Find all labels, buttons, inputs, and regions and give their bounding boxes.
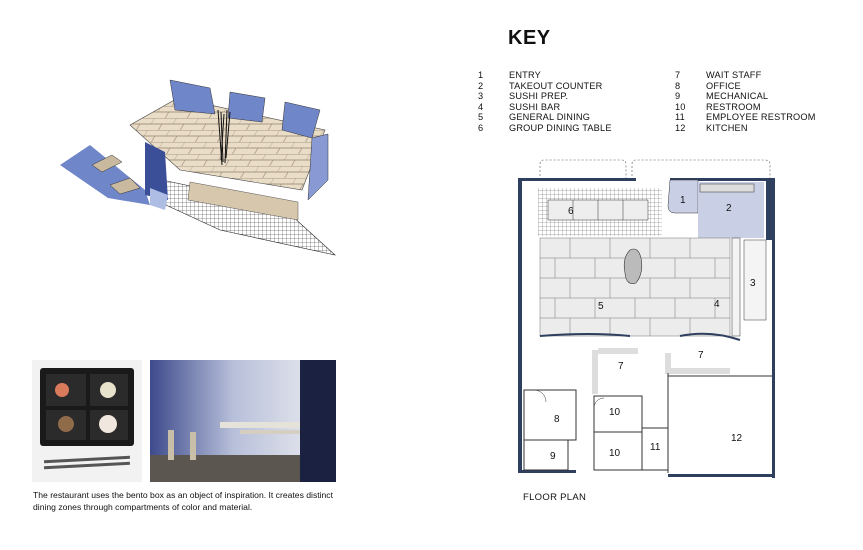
group-table bbox=[548, 200, 648, 220]
key-item bbox=[478, 81, 612, 92]
key-label: GENERAL DINING bbox=[509, 112, 591, 123]
key-item bbox=[675, 81, 816, 92]
takeout-counter bbox=[700, 184, 754, 192]
key-item bbox=[478, 70, 612, 81]
key-item bbox=[675, 112, 816, 123]
key-number: 10 bbox=[675, 101, 686, 112]
key-number: 12 bbox=[675, 122, 686, 133]
axon-grid-floor bbox=[155, 180, 335, 255]
office-room bbox=[524, 390, 576, 440]
key-item bbox=[478, 112, 612, 123]
key-number: 6 bbox=[478, 122, 484, 133]
key-left-column bbox=[478, 70, 612, 134]
key-number: 8 bbox=[675, 80, 681, 91]
room-label-sushi-bar: 4 bbox=[714, 299, 720, 310]
key-item bbox=[478, 123, 612, 134]
room-label-takeout: 2 bbox=[726, 203, 732, 214]
room-label-kitchen: 12 bbox=[731, 433, 743, 444]
key-label: GROUP DINING TABLE bbox=[509, 122, 612, 133]
key-number: 1 bbox=[478, 70, 484, 80]
key-label: TAKEOUT COUNTER bbox=[509, 80, 603, 91]
room-label-general-dining: 5 bbox=[598, 301, 604, 312]
exterior-wall-bottom bbox=[668, 474, 775, 477]
entry-canopy bbox=[540, 160, 626, 180]
key-label: ENTRY bbox=[509, 70, 541, 80]
stone-sculpture bbox=[624, 249, 642, 284]
key-number: 3 bbox=[478, 91, 484, 102]
key-label: WAIT STAFF bbox=[706, 70, 762, 80]
exterior-wall-top bbox=[518, 178, 636, 181]
mechanical-room bbox=[524, 440, 568, 470]
wait-staff-wall bbox=[598, 348, 638, 354]
room-label-sushi-prep: 3 bbox=[750, 278, 756, 289]
entry-canopy bbox=[632, 160, 770, 180]
floor-plan-caption: FLOOR PLAN bbox=[523, 492, 587, 503]
key-label: RESTROOM bbox=[706, 101, 761, 112]
key-title: KEY bbox=[508, 27, 551, 49]
key-item bbox=[675, 91, 816, 102]
axon-blue-wall-left bbox=[60, 145, 150, 205]
door-swing bbox=[534, 390, 546, 402]
key-label: KITCHEN bbox=[706, 122, 748, 133]
key-item bbox=[478, 102, 612, 113]
exterior-wall-left bbox=[518, 178, 522, 470]
key-label: OFFICE bbox=[706, 80, 741, 91]
room-label-wait-staff: 7 bbox=[698, 350, 704, 361]
key-right-column bbox=[675, 70, 816, 134]
sushi-bar-counter bbox=[732, 238, 740, 336]
room-label-restroom: 10 bbox=[609, 448, 621, 459]
wait-staff-wall bbox=[665, 368, 730, 374]
key-label: EMPLOYEE RESTROOM bbox=[706, 112, 816, 123]
key-number: 9 bbox=[675, 91, 681, 102]
floor-plan bbox=[510, 158, 782, 488]
room-label-employee-restroom: 11 bbox=[650, 442, 661, 453]
key-label: SUSHI BAR bbox=[509, 101, 561, 112]
axon-partition-2 bbox=[228, 92, 265, 122]
door-swing bbox=[594, 398, 604, 408]
room-label-mechanical: 9 bbox=[550, 451, 556, 462]
blue-partition bbox=[680, 334, 740, 340]
key-number: 5 bbox=[478, 112, 484, 123]
axonometric-drawing bbox=[50, 70, 350, 270]
exterior-wall-right bbox=[772, 240, 775, 478]
bento-box-photo bbox=[32, 360, 142, 482]
key-item bbox=[478, 91, 612, 102]
room-label-entry: 1 bbox=[680, 195, 686, 206]
key-label: SUSHI PREP. bbox=[509, 91, 569, 102]
key-number: 2 bbox=[478, 80, 484, 91]
key-item bbox=[675, 123, 816, 134]
room-label-group-table: 6 bbox=[568, 206, 574, 217]
room-label-office: 8 bbox=[554, 414, 560, 425]
room-label-wait-staff: 7 bbox=[618, 361, 624, 372]
key-item bbox=[675, 102, 816, 113]
key-item bbox=[675, 70, 816, 81]
key-label: MECHANICAL bbox=[706, 91, 769, 102]
room-label-restroom: 10 bbox=[609, 407, 621, 418]
key-number: 4 bbox=[478, 101, 484, 112]
exterior-wall-right bbox=[766, 178, 775, 240]
photo-caption: The restaurant uses the bento box as an object of inspiration. It creates distinct dining zones through compartments of color and material. bbox=[33, 490, 333, 512]
dining-room-photo bbox=[150, 360, 336, 482]
wait-staff-wall bbox=[592, 350, 598, 394]
key-number: 7 bbox=[675, 70, 681, 80]
axon-partition-1 bbox=[170, 80, 215, 114]
key-number: 11 bbox=[675, 112, 685, 123]
